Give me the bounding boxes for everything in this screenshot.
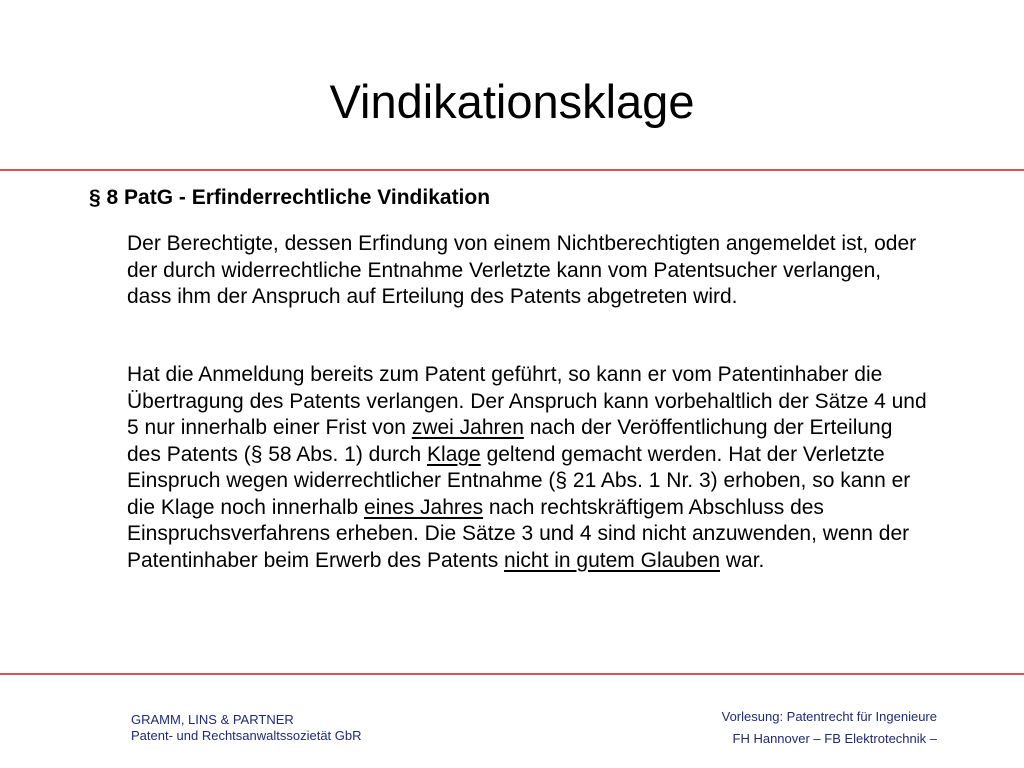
underlined-term-zwei-jahren: zwei Jahren — [411, 416, 524, 439]
slide-title: Vindikationsklage — [329, 75, 695, 128]
top-divider — [0, 169, 1024, 171]
paragraph-2-text-4: nach rechtskräftigem Abschluss des Einspruchsverfahrens erheben. Die Sätze 3 und 4 sind nicht anzuwenden, wenn der Patentinhaber beim Erwerb des Patents — [127, 495, 910, 572]
underlined-term-klage: Klage — [427, 442, 481, 466]
footer-firm — [131, 712, 362, 744]
bottom-divider — [0, 673, 1024, 675]
firm-type: Patent- und Rechtsanwaltssozietät GbR — [131, 728, 362, 743]
institution: FH Hannover – FB Elektrotechnik – — [732, 731, 937, 746]
paragraph-2-text-2: nach der Veröffentlichung der Erteilung des Patents (§ 58 Abs. 1) durch — [127, 416, 893, 466]
underlined-term-eines-jahres: eines Jahres — [364, 495, 484, 519]
lecture-title: Vorlesung: Patentrecht für Ingenieure — [721, 709, 937, 724]
paragraph-2-text-3: geltend gemacht werden. Hat der Verletzte Einspruch wegen widerrechtlicher Entnahme (§ 21 Abs. 1 Nr. 3) erhoben, so kann er die Klage noch innerhalb — [127, 442, 911, 519]
paragraph-1: Der Berechtigte, dessen Erfindung von einem Nichtberechtigten angemeldet ist, oder der durch widerrechtliche Entnahme Verletzte kann vom Patentsucher verlangen, dass ihm der Anspruch auf Erteilung des Patents abgetreten wird. — [127, 232, 917, 308]
firm-name: GRAMM, LINS & PARTNER — [131, 712, 294, 727]
underlined-term-guter-glaube: nicht in gutem Glauben — [504, 548, 721, 572]
paragraph-2 — [127, 362, 927, 574]
paragraph-2-text-5: war. — [720, 548, 765, 572]
paragraph-2-text-1: Hat die Anmeldung bereits zum Patent geführt, so kann er vom Patentinhaber die Übertragung des Patents verlangen. Der Anspruch kann vorbehaltlich der Sätze 4 und 5 nur innerhalb einer Frist von — [127, 363, 927, 439]
section-heading: § 8 PatG - Erfinderrechtliche Vindikation — [89, 186, 491, 209]
footer-lecture — [722, 706, 937, 750]
